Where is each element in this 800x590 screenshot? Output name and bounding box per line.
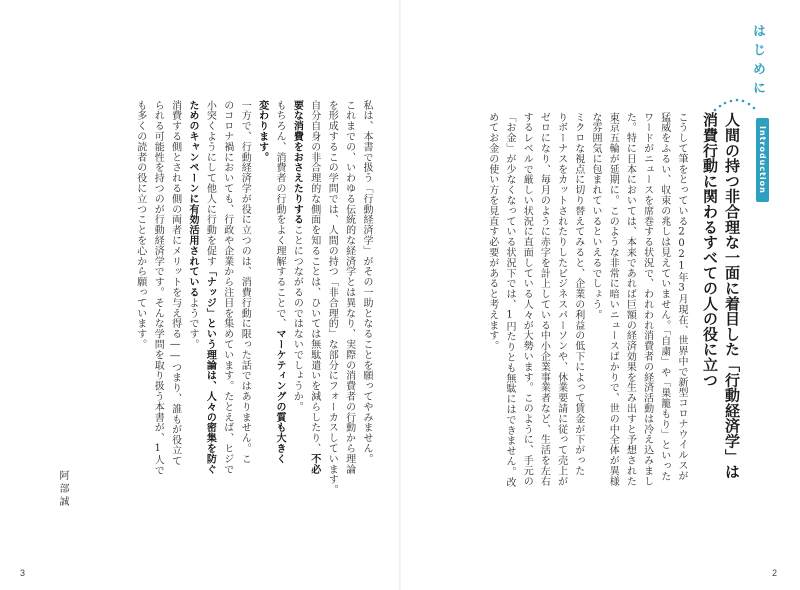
body-text-line [256,100,268,162]
body-text-line: するレベルで厳しい状況に直面している人々が大勢います。このように、手元の [521,112,533,487]
body-text-segment: ようです。 [187,297,198,350]
body-text-line: 東京五輪が延期に。このような非常に暗いニュースばかりで、世の中全体が異様 [607,112,619,487]
body-text-line: ワードがニュースを席巻する状況で、われわれ消費者の経済活動は冷え込みまし [641,112,653,487]
body-text-line [238,100,250,464]
body-text-segment: これまでの、いわゆる伝統的な経済学とは異なり、実際の消費者の行動から理論 [343,100,355,475]
body-text-line: 猛威をふるい、収束の兆しは見えていません。「自粛」や「巣籠もり」といった [658,112,670,482]
body-text-line [169,100,181,466]
headline-line-1: 人間の持つ非合理な一面に着目した「行動経済学」は [723,112,741,480]
body-text-segment: のコロナ禍においても、行政や企業から注目を集めています。たとえば、ヒジで [221,100,233,475]
body-text-segment: 小突くようにして他人に行動を促す [204,100,216,267]
body-text-line [308,100,320,474]
body-text-segment: を形成するこの学問では、人間の持つ「非合理的」な部分にフォーカスしています。 [326,100,338,496]
body-text-line [360,100,372,464]
body-text-line: 「お金」が少なくなっている状況下では、1円たりとも無駄にはできません。改 [504,112,515,488]
body-text-segment: られる可能性を持つのが行動経済学です。そんな学問を取り扱う本書が、1人で [152,100,164,476]
page-number-left: 3 [20,568,26,578]
right-page [400,0,800,590]
section-title: はじめに [750,24,765,100]
emphasized-text: 「ナッジ」という理論は、人々の密集を防ぐ [204,266,216,475]
body-text-line: ゼロになり、毎月のように赤字を計上している中小企業事業者など、生活を左右 [538,112,550,487]
emphasized-text: 要な消費をおさえたりする [291,100,303,225]
body-text-segment: も多くの読者の役に立つことを心から願っています。 [134,100,146,350]
body-text-line: りボーナスをカットされたりしたビジネスパーソンや、休業要請に従って売上が [555,112,567,487]
body-text-line: な雰囲気に包まれているといえるでしょう。 [590,112,601,320]
body-text-segment: もちろん、消費者の行動をよく理解することで、 [274,100,285,329]
body-text-line [203,100,215,474]
body-text-line [290,100,302,412]
emphasized-text: 不必 [308,453,320,475]
body-text-line [343,100,355,474]
headline-line-2: 消費行動に関わるすべての人の役に立つ [701,112,719,388]
body-text-line [221,100,233,474]
body-text-line: こうして筆をとっている2021年3月現在、世界中で新型コロナウイルスが [676,112,687,481]
body-text-line [151,100,163,475]
author-name: 阿部誠 [57,470,68,509]
body-text-line [273,100,285,464]
body-text-line [325,100,337,495]
body-text-line [186,100,198,350]
body-text-line: た。特に日本においては、本来であれば巨額の経済効果を生み出すと予想された [624,112,636,487]
body-text-segment: 私は、本書で扱う「行動経済学」がその一助となることを願ってやみません。 [361,100,372,464]
body-text-line [134,100,146,350]
body-text-line: めてお金の使い方を見直す必要があると考えます。 [486,112,498,352]
introduction-badge: Introduction [756,118,769,202]
body-text-segment: 消費する側とされる側の両者にメリットを与え得る――つまり、誰もが役立て [169,100,181,466]
emphasized-text: 変わります。 [256,100,268,163]
body-text-segment: ことにつながるのではないでしょうか。 [291,224,303,413]
body-text-segment: 自分自身の非合理的な側面を知ることは、ひいては無駄遣いを減らしたり、 [308,100,320,454]
page-number-right: 2 [772,568,778,578]
emphasized-text: マーケティングの質も大きく [274,328,285,465]
body-text-line: ミクロな視点に切り替えてみると、企業の利益の低下によって賃金が下がった [572,112,584,476]
emphasized-text: ためのキャンペーンに有効活用されている [187,100,198,298]
body-text-segment: 一方で、行動経済学が役に立つのは、消費行動に限った話ではありません。こ [239,100,251,464]
